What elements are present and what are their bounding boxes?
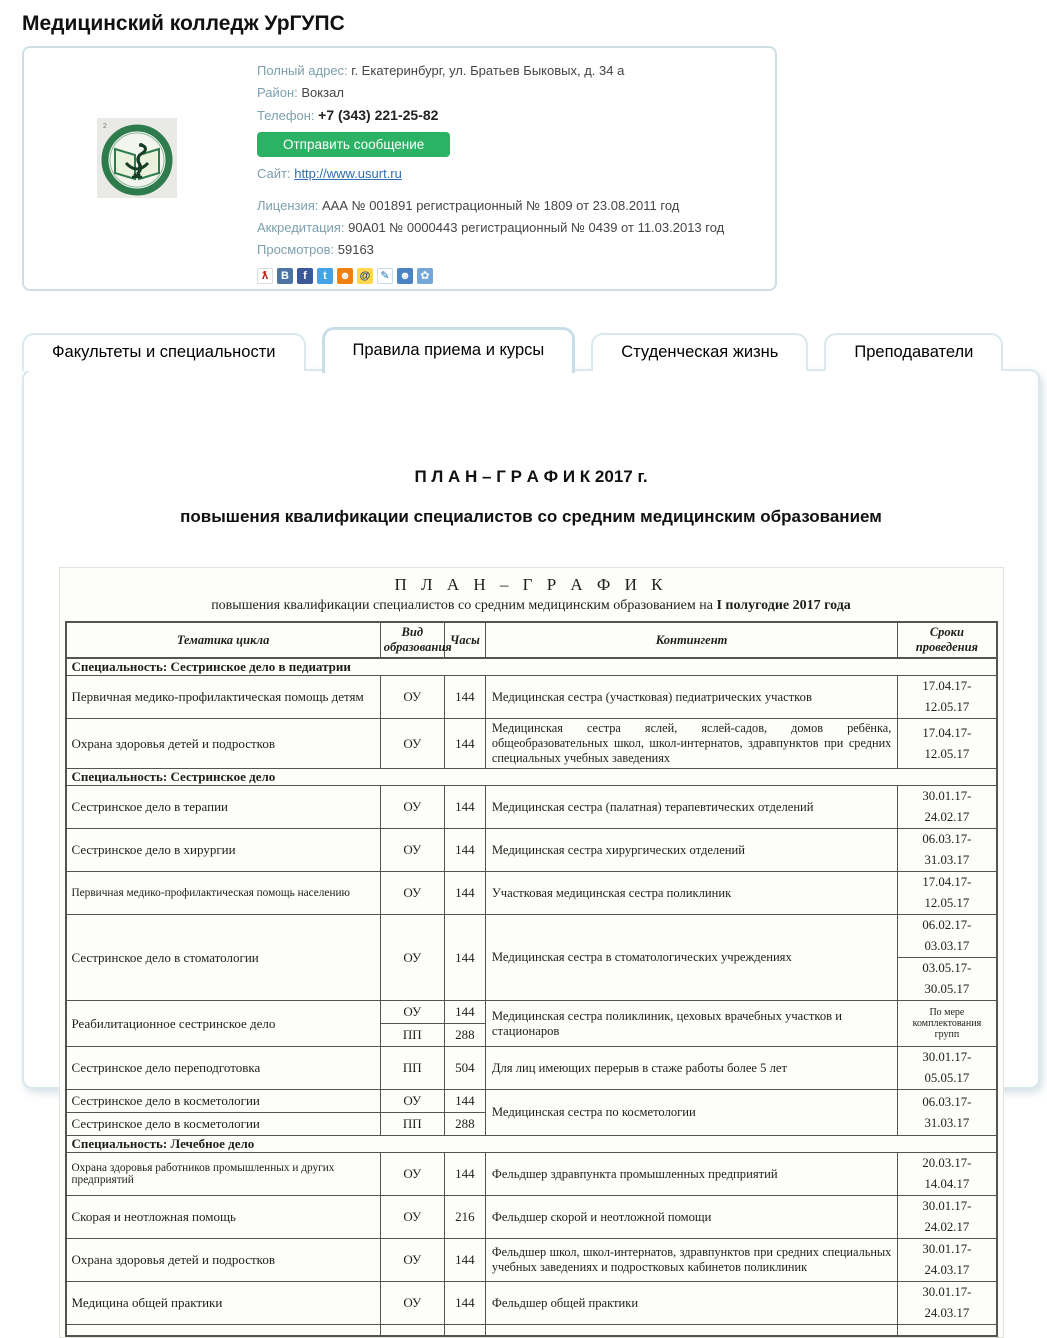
medical-emblem-icon (97, 118, 177, 198)
edu-kind-cell: ОУ (380, 829, 444, 872)
topic-cell: Первичная медико-профилактическая помощь населению (66, 872, 381, 915)
course-row (66, 1153, 997, 1196)
doc-cell (444, 1325, 485, 1337)
topic-cell: Медицина общей практики (66, 1282, 381, 1325)
svg-text:2: 2 (103, 123, 107, 130)
phone-value: +7 (343) 221-25-82 (318, 107, 439, 123)
dates-cell: 30.01.17-24.03.17 (898, 1239, 997, 1282)
scanned-schedule-document (59, 567, 1004, 1338)
topic-cell: Охрана здоровья детей и подростков (66, 719, 381, 769)
edu-kind-cell: ОУ (380, 1282, 444, 1325)
doc-subtitle (65, 598, 998, 614)
contingent-cell: Медицинская сестра поликлиник, цеховых врачебных участков и стационаров (485, 1001, 897, 1047)
tab-admission-rules[interactable]: Правила приема и курсы (322, 327, 576, 373)
course-row (66, 1047, 997, 1090)
hours-cell: 144 (444, 1239, 485, 1282)
contingent-cell: Медицинская сестра хирургических отделений (485, 829, 897, 872)
topic-cell: Сестринское дело в хирургии (66, 829, 381, 872)
section-row (66, 658, 997, 676)
livejournal-icon[interactable]: ✎ (377, 268, 393, 284)
edu-kind-cell: ОУ (380, 1153, 444, 1196)
edu-kind-cell: ОУ (380, 786, 444, 829)
doc-subtitle-period: I полугодие 2017 года (716, 598, 851, 613)
doc-cell (485, 1325, 897, 1337)
site-label: Сайт: (257, 166, 291, 181)
contingent-cell: Медицинская сестра (участковая) педиатрических участков (485, 676, 897, 719)
doc-col-header-3: Контингент (485, 622, 897, 658)
doc-col-header-1: Вид образования (380, 622, 444, 658)
edu-kind-cell: ПП (380, 1113, 444, 1136)
hours-cell: 288 (444, 1113, 485, 1136)
contingent-cell: Фельдшер общей практики (485, 1282, 897, 1325)
district-value: Вокзал (301, 85, 344, 100)
contingent-cell: Для лиц имеющих перерыв в стаже работы более 5 лет (485, 1047, 897, 1090)
edu-kind-cell: ОУ (380, 1196, 444, 1239)
mailru-icon[interactable]: @ (357, 268, 373, 284)
contingent-cell: Фельдшер скорой и неотложной помощи (485, 1196, 897, 1239)
doc-col-header-4: Сроки проведения (898, 622, 997, 658)
license-label: Лицензия: (257, 198, 319, 213)
dates-cell: 30.01.17-05.05.17 (898, 1047, 997, 1090)
course-row (66, 915, 997, 1001)
district-row (257, 82, 775, 104)
hours-cell: 144 (444, 1153, 485, 1196)
course-row (66, 1001, 997, 1024)
phone-label: Телефон: (257, 108, 315, 123)
edu-kind-cell: ОУ (380, 872, 444, 915)
course-row (66, 1090, 997, 1113)
hours-cell: 144 (444, 829, 485, 872)
share-icon[interactable]: ✿ (417, 268, 433, 284)
edu-kind-cell: ПП (380, 1024, 444, 1047)
edu-kind-cell: ОУ (380, 1239, 444, 1282)
hours-cell: 144 (444, 1282, 485, 1325)
hours-cell: 144 (444, 719, 485, 769)
dates-cell: 17.04.17-12.05.17 (898, 719, 997, 769)
hours-cell: 216 (444, 1196, 485, 1239)
district-label: Район: (257, 85, 298, 100)
doc-table (65, 621, 998, 1337)
dates-cell: 30.01.17-24.03.17 (898, 1282, 997, 1325)
edu-kind-cell: ОУ (380, 676, 444, 719)
hours-cell: 144 (444, 915, 485, 1001)
views-value: 59163 (337, 242, 374, 257)
liveinternet-icon[interactable]: ƛ (257, 268, 273, 284)
moymir-icon[interactable]: ☻ (397, 268, 413, 284)
address-row (257, 60, 775, 82)
page-title: Медицинский колледж УрГУПС (22, 12, 345, 35)
phone-row (257, 104, 775, 127)
edu-kind-cell: ОУ (380, 719, 444, 769)
views-label: Просмотров: (257, 242, 335, 257)
doc-col-header-2: Часы (444, 622, 485, 658)
contingent-cell: Медицинская сестра яслей, яслей-садов, домов ребёнка, общеобразовательных школ, школ-интернатов, здравпунктов при средних специальных учебных заведениях (485, 719, 897, 769)
doc-col-header-0: Тематика цикла (66, 622, 381, 658)
facebook-icon[interactable]: f (297, 268, 313, 284)
topic-cell: Первичная медико-профилактическая помощь детям (66, 676, 381, 719)
section-row (66, 1136, 997, 1153)
site-row (257, 163, 775, 185)
license-row (257, 195, 775, 217)
course-row (66, 1282, 997, 1325)
hours-cell: 144 (444, 872, 485, 915)
course-row (66, 1196, 997, 1239)
topic-cell: Сестринское дело в стоматологии (66, 915, 381, 1001)
address-value: г. Екатеринбург, ул. Братьев Быковых, д. 34 а (351, 63, 625, 78)
topic-cell: Скорая и неотложная помощь (66, 1196, 381, 1239)
views-row (257, 239, 775, 261)
plan-subheading: повышения квалификации специалистов со средним медицинским образованием (180, 507, 882, 526)
edu-kind-cell: ПП (380, 1047, 444, 1090)
odnoklassniki-icon[interactable]: ☻ (337, 268, 353, 284)
doc-cell (66, 1325, 381, 1337)
accreditation-value: 90А01 № 0000443 регистрационный № 0439 от 11.03.2013 год (348, 220, 725, 235)
topic-cell: Сестринское дело в косметологии (66, 1113, 381, 1136)
doc-cell (898, 1325, 997, 1337)
contingent-cell: Медицинская сестра (палатная) терапевтических отделений (485, 786, 897, 829)
address-label: Полный адрес: (257, 63, 348, 78)
tab-content-panel (22, 369, 1040, 1320)
topic-cell: Охрана здоровья работников промышленных и других предприятий (66, 1153, 381, 1196)
course-row (66, 719, 997, 769)
dates-cell: 30.01.17-24.02.17 (898, 1196, 997, 1239)
edu-kind-cell: ОУ (380, 1090, 444, 1113)
contingent-cell: Медицинская сестра в стоматологических учреждениях (485, 915, 897, 1001)
topic-cell: Сестринское дело переподготовка (66, 1047, 381, 1090)
dates-cell: 06.03.17-31.03.17 (898, 1090, 997, 1136)
contingent-cell: Участковая медицинская сестра поликлиник (485, 872, 897, 915)
college-logo (97, 118, 177, 198)
section-row (66, 769, 997, 786)
course-row (66, 829, 997, 872)
doc-subtitle-prefix: повышения квалификации специалистов со средним медицинским образованием на (211, 598, 717, 613)
hours-cell: 288 (444, 1024, 485, 1047)
dates-cell: 20.03.17-14.04.17 (898, 1153, 997, 1196)
vk-icon[interactable]: В (277, 268, 293, 284)
site-link[interactable]: http://www.usurt.ru (294, 166, 402, 181)
plan-heading: П Л А Н – Г Р А Ф И К 2017 г. (414, 467, 648, 486)
edu-kind-cell: ОУ (380, 1001, 444, 1024)
hours-cell: 144 (444, 786, 485, 829)
section-label: Специальность: Сестринское дело в педиатрии (66, 658, 997, 676)
section-label: Специальность: Лечебное дело (66, 1136, 997, 1153)
course-row (66, 676, 997, 719)
contingent-cell: Фельдшер здравпункта промышленных предприятий (485, 1153, 897, 1196)
edu-kind-cell: ОУ (380, 915, 444, 1001)
hours-cell: 144 (444, 676, 485, 719)
tab-teachers[interactable]: Преподаватели (824, 333, 1003, 371)
hours-cell: 144 (444, 1001, 485, 1024)
partial-row (66, 1325, 997, 1337)
doc-table-body (66, 658, 997, 1336)
social-icons-row (257, 266, 775, 286)
course-row (66, 786, 997, 829)
doc-table-header (66, 622, 997, 658)
send-message-button[interactable]: Отправить сообщение (257, 132, 450, 157)
tab-bar (22, 327, 1047, 371)
dates-cell: 06.02.17-03.03.17 03.05.17-30.05.17 (898, 915, 997, 1001)
dates-cell: 06.03.17-31.03.17 (898, 829, 997, 872)
topic-cell: Реабилитационное сестринское дело (66, 1001, 381, 1047)
doc-cell (380, 1325, 444, 1337)
course-row (66, 1239, 997, 1282)
tab-faculties[interactable]: Факультеты и специальности (22, 333, 306, 371)
accreditation-row (257, 217, 775, 239)
college-info-card (22, 46, 777, 291)
accreditation-label: Аккредитация: (257, 220, 345, 235)
tab-student-life[interactable]: Студенческая жизнь (591, 333, 808, 371)
hours-cell: 504 (444, 1047, 485, 1090)
course-row (66, 872, 997, 915)
license-value: ААА № 001891 регистрационный № 1809 от 23.08.2011 год (322, 198, 680, 213)
doc-title: П Л А Н – Г Р А Ф И К (394, 575, 668, 594)
twitter-icon[interactable]: t (317, 268, 333, 284)
section-label: Специальность: Сестринское дело (66, 769, 997, 786)
topic-cell: Охрана здоровья детей и подростков (66, 1239, 381, 1282)
hours-cell: 144 (444, 1090, 485, 1113)
contingent-cell: Медицинская сестра по косметологии (485, 1090, 897, 1136)
dates-cell: По мере комплектования групп (898, 1001, 997, 1047)
dates-cell: 17.04.17-12.05.17 (898, 872, 997, 915)
contingent-cell: Фельдшер школ, школ-интернатов, здравпунктов при средних специальных учебных заведениях и подростковых кабинетов поликлиник (485, 1239, 897, 1282)
dates-cell: 30.01.17-24.02.17 (898, 786, 997, 829)
dates-cell: 17.04.17-12.05.17 (898, 676, 997, 719)
topic-cell: Сестринское дело в косметологии (66, 1090, 381, 1113)
topic-cell: Сестринское дело в терапии (66, 786, 381, 829)
